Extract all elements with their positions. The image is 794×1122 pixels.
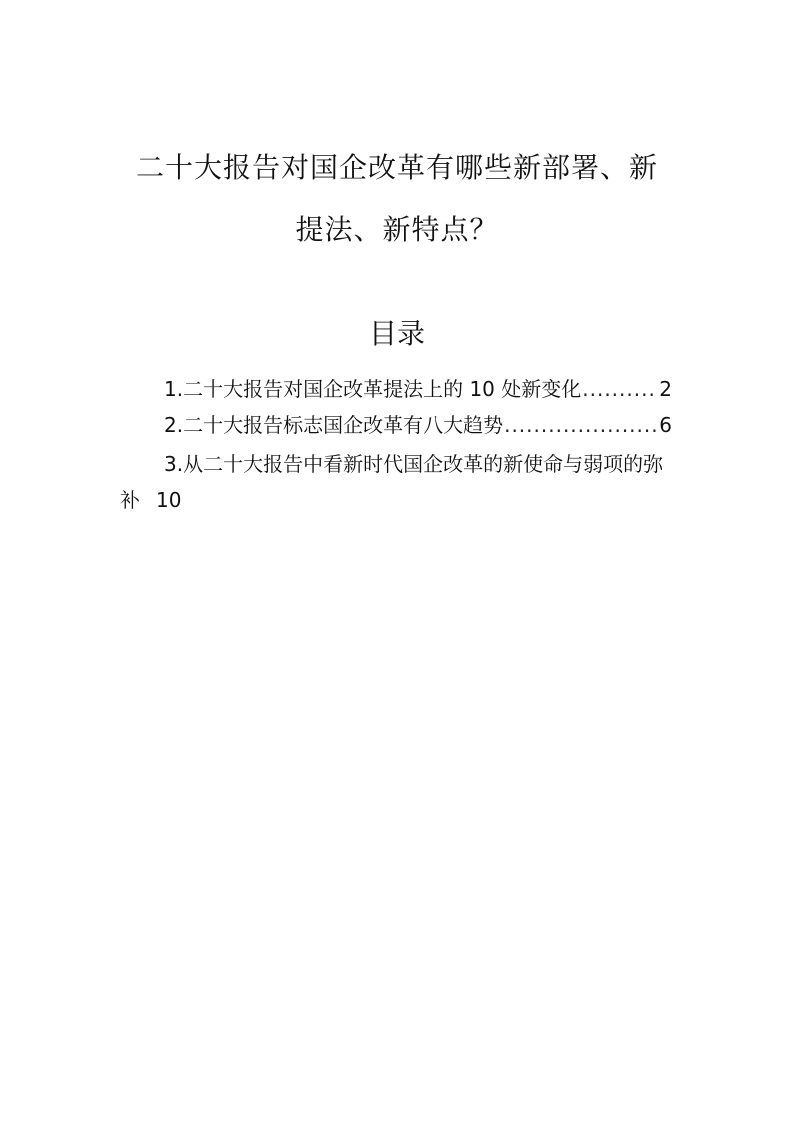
document-title-line-1: 二十大报告对国企改革有哪些新部署、新 bbox=[135, 151, 658, 184]
toc-entry-text: 3.从二十大报告中看新时代国企改革的新使命与弱项的弥补 bbox=[120, 452, 664, 512]
toc-entry-text: 1.二十大报告对国企改革提法上的 10 处新变化 bbox=[164, 377, 582, 401]
toc-entry-page: 2 bbox=[659, 377, 672, 401]
toc-dot-leader bbox=[582, 374, 658, 404]
toc-entry[interactable] bbox=[164, 410, 672, 440]
toc-entry-page: 6 bbox=[659, 413, 672, 437]
document-title-line-2: 提法、新特点？ bbox=[295, 213, 499, 246]
toc-heading: 目录 bbox=[368, 317, 425, 350]
toc-entry[interactable] bbox=[164, 374, 672, 404]
toc-entry-text: 2.二十大报告标志国企改革有八大趋势 bbox=[164, 413, 504, 437]
toc-entry[interactable] bbox=[120, 446, 674, 518]
toc-entry-page: 10 bbox=[156, 488, 182, 512]
toc-dot-leader bbox=[504, 410, 658, 440]
